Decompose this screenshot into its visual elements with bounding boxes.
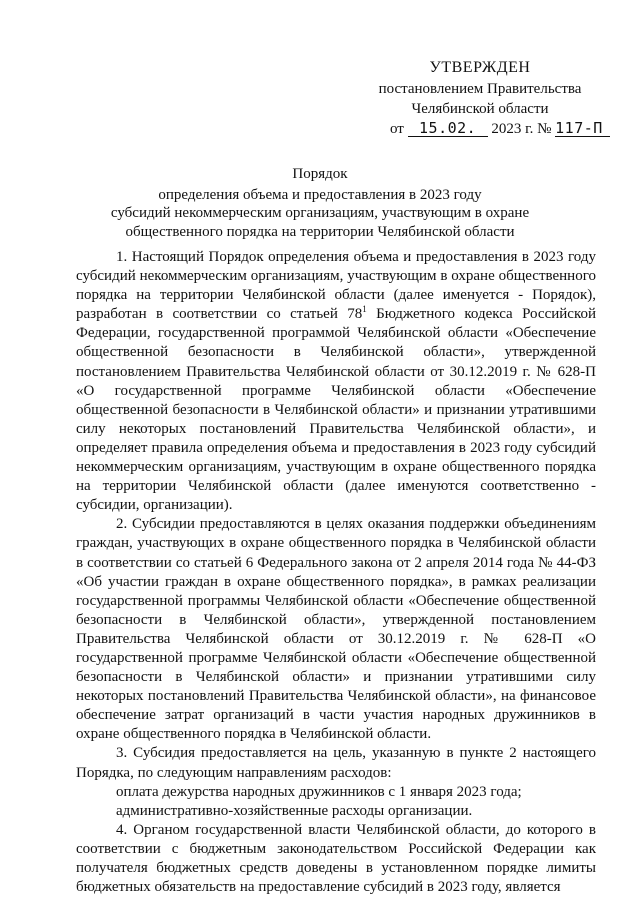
paragraph-3-item-1: оплата дежурства народных дружинников с 1 января 2023 года; bbox=[116, 783, 522, 800]
decree-date-field: 15.02. bbox=[408, 120, 488, 137]
article-superscript: 1 bbox=[362, 304, 367, 315]
paragraph-1 bbox=[76, 248, 596, 515]
approved-heading: УТВЕРЖДЕН bbox=[429, 59, 531, 76]
title-line-2: субсидий некоммерческим организациям, участвующим в охране bbox=[110, 205, 530, 221]
decree-date-number-line bbox=[370, 119, 603, 139]
approval-line-2: Челябинской области bbox=[411, 101, 549, 117]
document-body bbox=[76, 248, 596, 897]
title-line-1: определения объема и предоставления в 2023 году bbox=[158, 186, 482, 203]
decree-year-text: 2023 г. № bbox=[491, 121, 552, 137]
paragraph-2: 2. Субсидии предоставляются в целях оказания поддержки объединениям граждан, участвующих в охране общественного порядка в Челябинской области в соответствии со статьей 6 Федерального закона от 2 апреля 2014 года № 44-ФЗ «Об участии граждан в охране общественного порядка», в рамках реализации государственной программы Челябинской области «Обеспечение общественной безопасности в Челябинской области», утвержденной постановлением Правительства Челябинской области от 30.12.2019 г. № 628-П «О государственной программе Челябинской области «Обеспечение общественной безопасности в Челябинской области» и признании утратившими силу некоторых постановлений Правительства Челябинской области», на финансовое обеспечение затрат организаций в части участия народных дружинников в охране общественного порядка в Челябинской области. bbox=[76, 516, 596, 743]
paragraph-1-part-b: Бюджетного кодекса Российской Федерации, государственной программой Челябинской области «Обеспечение общественной безопасности в Челябинской области», утвержденной постановлением Правительства Челябинской области от 30.12.2019 г. № 628-П «О государственной программе Челябинской области «Обеспечение общественной безопасности в Челябинской области» и признании утратившими силу некоторых постановлений Правительства Челябинской области», и определяет правила определения объема и предоставления в 2023 году субсидий некоммерческим организациям, участвующим в охране общественного порядка на территории Челябинской области (далее именуются соответственно - субсидии, организации). bbox=[76, 306, 597, 514]
paragraph-3: 3. Субсидия предоставляется на цель, указанную в пункте 2 настоящего Порядка, по следующим направлениям расходов: bbox=[76, 745, 596, 781]
paragraph-1-part-a: 1. Настоящий Порядок определения объема и предоставления в 2023 году субсидий некоммерческим организациям, участвующим в охране общественного порядка на территории Челябинской области (далее именуется - Порядок), разработан в соответствии со статьей 78 bbox=[76, 249, 596, 323]
date-prefix: от bbox=[390, 121, 404, 137]
approval-stamp bbox=[370, 58, 603, 139]
document-title bbox=[60, 165, 580, 241]
approval-line-1: постановлением Правительства bbox=[378, 81, 582, 97]
decree-number-field: 117-П bbox=[555, 120, 610, 137]
title-line-3: общественного порядка на территории Челябинской области bbox=[125, 223, 515, 240]
paragraph-3-item-2: административно-хозяйственные расходы организации. bbox=[116, 802, 473, 819]
title-main: Порядок bbox=[292, 166, 348, 182]
paragraph-4: 4. Органом государственной власти Челябинской области, до которого в соответствии с бюджетным законодательством Российской Федерации как получателя бюджетных средств доведены в установленном порядке лимиты бюджетных обязательств на предоставление субсидий в 2023 году, является bbox=[76, 821, 596, 896]
